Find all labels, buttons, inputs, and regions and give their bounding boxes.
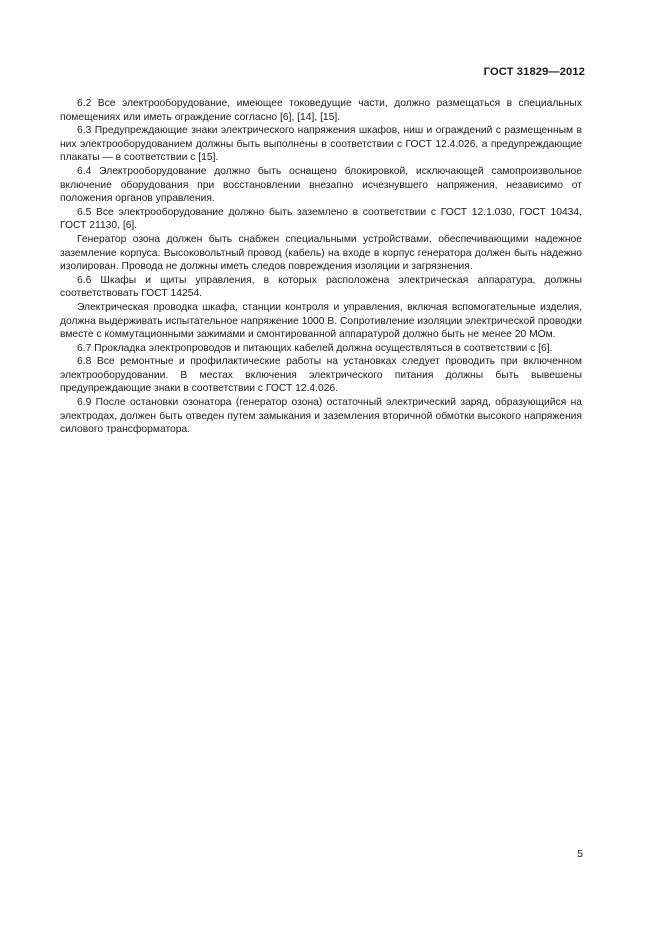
paragraph-6-4: 6.4 Электрооборудование должно быть оснащено блокировкой, исключающей самопроизвольное включение оборудования при восстановлении внезапно исчезнувшего напряжения, независимо от положения органов управления. [60, 165, 582, 205]
paragraph-6-9: 6.9 После остановки озонатора (генератор озона) остаточный электрический заряд, образующийся на электродах, должен быть отведен путем замыкания и заземления вторичной обмотки высокого напряжения силового трансформатора. [60, 397, 582, 436]
paragraph-6-3: 6.3 Предупреждающие знаки электрического напряжения шкафов, ниш и ограждений с размещенным в них электрооборудованием должны быть выполнены в соответствии с ГОСТ 12.4.026, а предупреждающие плакаты — в соответствии с [15]. [60, 125, 582, 164]
paragraph-wiring-insulation: Электрическая проводка шкафа, станции контроля и управления, включая вспомогательные изделия, должна выдерживать испытательное напряжение 1000 В. Сопротивление изоляции электрической проводки вместе с коммутационными зажимами и смонтированной аппаратурой должно быть не менее 20 МОм. [60, 301, 583, 341]
paragraph-ozone-generator-grounding: Генератор озона должен быть снабжен специальными устройствами, обеспечивающими надежное заземление корпуса. Высоковольтный провод (кабель) на входе в корпус генератора должен быть надежно изолирован. Провода не должны иметь следов повреждения изоляции и загрязнения. [60, 233, 582, 273]
paragraph-6-6: 6.6 Шкафы и щиты управления, в которых расположена электрическая аппаратура, должны соответствовать ГОСТ 14254. [60, 274, 582, 300]
page-number: 5 [577, 848, 583, 860]
paragraph-6-5: 6.5 Все электрооборудование должно быть заземлено в соответствии с ГОСТ 12.1.030, ГОСТ 10434, ГОСТ 21130, [6]. [60, 206, 582, 232]
paragraph-6-7: 6.7 Прокладка электропроводов и питающих кабелей должна осуществляться в соответствии с [6]. [77, 342, 553, 354]
paragraph-6-2: 6.2 Все электрооборудование, имеющее токоведущие части, должно размещаться в специальных помещениях или иметь ограждение согласно [6], [14], [15]. [60, 98, 582, 123]
standard-designation: ГОСТ 31829—2012 [483, 66, 585, 78]
paragraph-6-8: 6.8 Все ремонтные и профилактические работы на установках следует проводить при включенном электрооборудовании. В местах включения электрического питания должны быть вывешены предупреждающие знаки в соответствии с ГОСТ 12.4.026. [60, 356, 582, 395]
document-body [60, 97, 582, 437]
